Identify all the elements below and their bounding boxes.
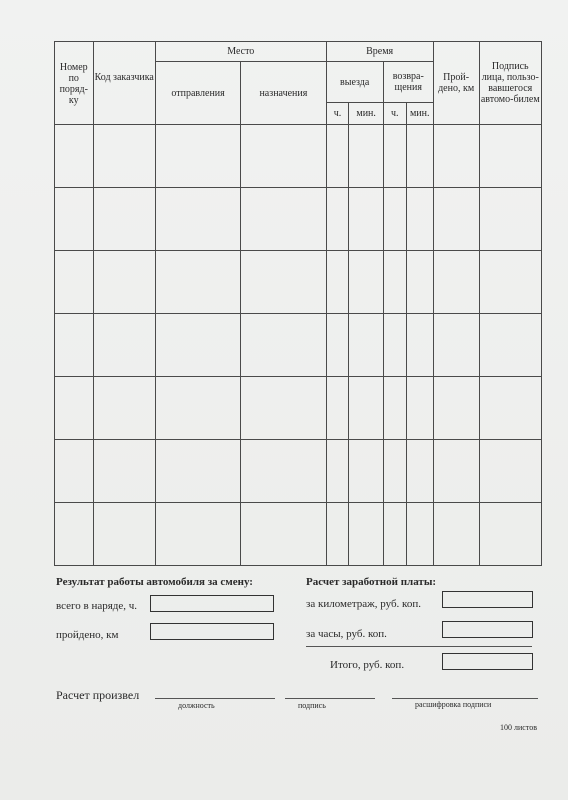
table-cell[interactable] [383, 314, 406, 377]
results-heading: Результат работы автомобиля за смену: [56, 576, 253, 588]
table-cell[interactable] [93, 251, 155, 314]
table-cell[interactable] [433, 188, 479, 251]
table-cell[interactable] [479, 125, 541, 188]
table-cell[interactable] [326, 188, 349, 251]
table-cell[interactable] [326, 251, 349, 314]
wage-heading: Расчет заработной платы: [306, 576, 437, 588]
table-cell[interactable] [155, 188, 240, 251]
table-row [55, 503, 542, 566]
table-cell[interactable] [241, 125, 326, 188]
total-orders-field[interactable] [150, 595, 274, 612]
table-cell[interactable] [155, 503, 240, 566]
table-body [55, 125, 542, 566]
table-cell[interactable] [383, 251, 406, 314]
table-cell[interactable] [55, 440, 94, 503]
sheet-count: 100 листов [500, 723, 537, 732]
table-row [55, 440, 542, 503]
table-cell[interactable] [479, 503, 541, 566]
table-cell[interactable] [479, 440, 541, 503]
signature-caption: подпись [298, 701, 326, 710]
signature-line[interactable] [285, 698, 375, 699]
table-cell[interactable] [406, 188, 433, 251]
table-cell[interactable] [55, 188, 94, 251]
table-cell[interactable] [93, 314, 155, 377]
table-cell[interactable] [383, 125, 406, 188]
header-order-no: Номер по поряд-ку [55, 42, 94, 125]
table-cell[interactable] [383, 188, 406, 251]
wage-divider [306, 646, 532, 647]
table-cell[interactable] [55, 125, 94, 188]
total-orders-label: всего в наряде, ч. [56, 600, 138, 612]
table-cell[interactable] [155, 251, 240, 314]
table-cell[interactable] [326, 503, 349, 566]
header-return: возвра-щения [383, 62, 433, 103]
position-line[interactable] [155, 698, 275, 699]
table-row [55, 377, 542, 440]
table-cell[interactable] [406, 503, 433, 566]
table-cell[interactable] [326, 125, 349, 188]
header-distance: Прой-дено, км [433, 42, 479, 125]
table-cell[interactable] [241, 503, 326, 566]
table-cell[interactable] [406, 377, 433, 440]
table-cell[interactable] [433, 503, 479, 566]
table-cell[interactable] [406, 314, 433, 377]
signature-decode-line[interactable] [392, 698, 538, 699]
table-cell[interactable] [479, 377, 541, 440]
table-cell[interactable] [241, 314, 326, 377]
header-departure-place: отправления [155, 62, 240, 125]
header-exit: выезда [326, 62, 383, 103]
table-row [55, 314, 542, 377]
calc-by-label: Расчет произвел [56, 688, 140, 702]
header-signature: Подпись лица, пользо-вавшегося автомо-билем [479, 42, 541, 125]
table-row [55, 251, 542, 314]
table-cell[interactable] [241, 377, 326, 440]
table-cell[interactable] [433, 251, 479, 314]
table-cell[interactable] [349, 251, 383, 314]
header-destination-place: назначения [241, 62, 326, 125]
per-km-field[interactable] [442, 591, 533, 608]
header-exit-hours: ч. [326, 103, 349, 125]
table-cell[interactable] [93, 125, 155, 188]
table-cell[interactable] [433, 125, 479, 188]
table-cell[interactable] [349, 440, 383, 503]
table-cell[interactable] [55, 314, 94, 377]
trip-log-table [54, 41, 542, 566]
signature-decode-caption: расшифровка подписи [415, 700, 492, 709]
table-cell[interactable] [155, 377, 240, 440]
table-cell[interactable] [406, 251, 433, 314]
table-cell[interactable] [383, 377, 406, 440]
table-cell[interactable] [406, 440, 433, 503]
table-cell[interactable] [349, 377, 383, 440]
table-cell[interactable] [383, 503, 406, 566]
table-cell[interactable] [155, 314, 240, 377]
table-row [55, 125, 542, 188]
table-cell[interactable] [326, 377, 349, 440]
table-cell[interactable] [93, 188, 155, 251]
table-cell[interactable] [326, 440, 349, 503]
table-cell[interactable] [479, 314, 541, 377]
table-cell[interactable] [93, 377, 155, 440]
table-cell[interactable] [479, 188, 541, 251]
total-label: Итого, руб. коп. [330, 659, 405, 671]
header-customer-code: Код заказчика [93, 42, 155, 125]
table-cell[interactable] [349, 188, 383, 251]
table-cell[interactable] [326, 314, 349, 377]
table-cell[interactable] [406, 125, 433, 188]
table-cell[interactable] [241, 188, 326, 251]
per-hour-label: за часы, руб. коп. [306, 628, 387, 640]
table-cell[interactable] [241, 440, 326, 503]
table-cell[interactable] [479, 251, 541, 314]
table-cell[interactable] [93, 440, 155, 503]
table-cell[interactable] [241, 251, 326, 314]
distance-label: пройдено, км [56, 629, 119, 641]
table-cell[interactable] [349, 314, 383, 377]
header-return-hours: ч. [383, 103, 406, 125]
table-cell[interactable] [433, 377, 479, 440]
table-cell[interactable] [55, 377, 94, 440]
table-cell[interactable] [55, 251, 94, 314]
table-cell[interactable] [155, 440, 240, 503]
table-cell[interactable] [93, 503, 155, 566]
header-place: Место [155, 42, 326, 62]
per-km-label: за километраж, руб. коп. [306, 598, 421, 610]
table-cell[interactable] [383, 440, 406, 503]
table-cell[interactable] [433, 314, 479, 377]
total-field[interactable] [442, 653, 533, 670]
header-exit-minutes: мин. [349, 103, 383, 125]
table-cell[interactable] [55, 503, 94, 566]
table-row [55, 188, 542, 251]
distance-field[interactable] [150, 623, 274, 640]
table-cell[interactable] [155, 125, 240, 188]
table-cell[interactable] [349, 125, 383, 188]
header-time: Время [326, 42, 433, 62]
position-caption: должность [178, 701, 215, 710]
table-cell[interactable] [433, 440, 479, 503]
table-cell[interactable] [349, 503, 383, 566]
header-return-minutes: мин. [406, 103, 433, 125]
per-hour-field[interactable] [442, 621, 533, 638]
table-header-row-1 [55, 42, 542, 62]
